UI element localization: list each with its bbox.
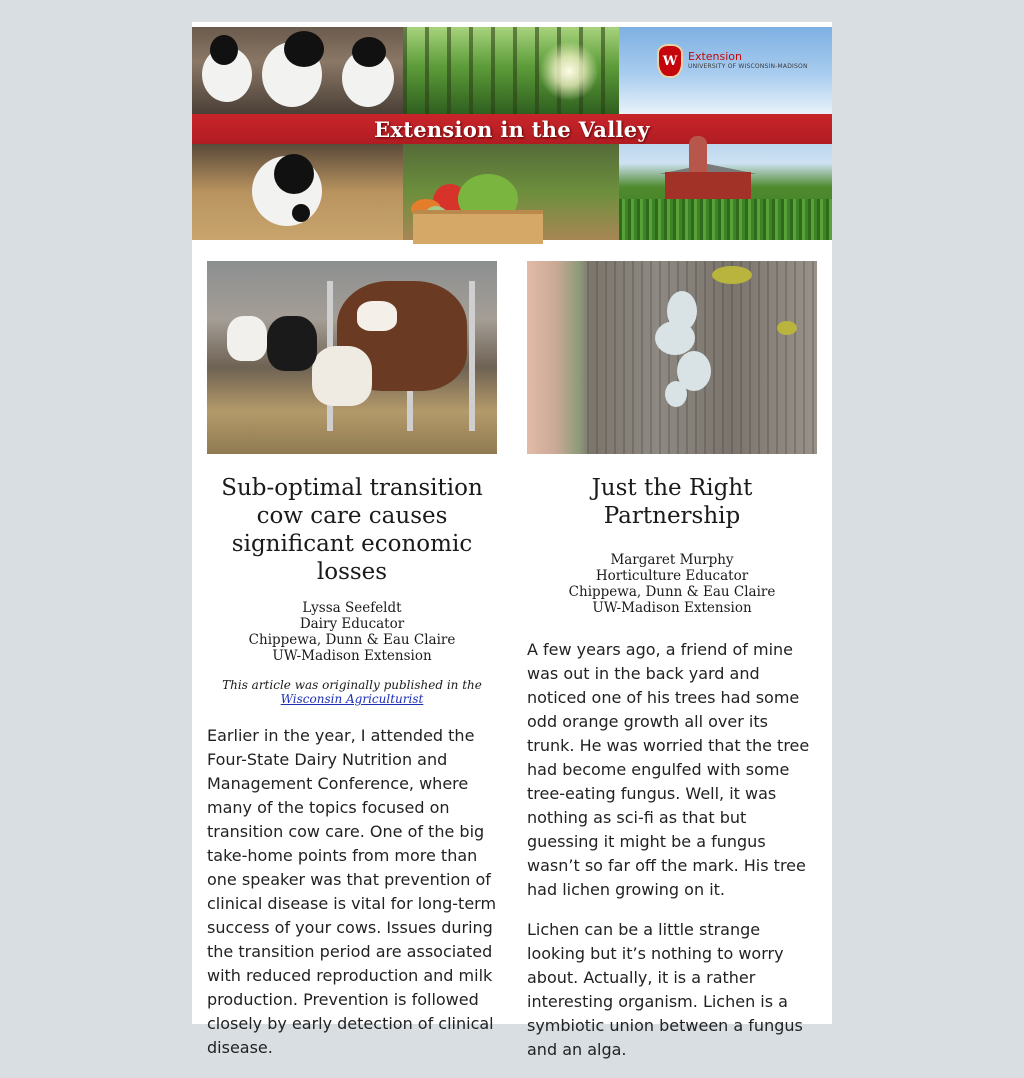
article-photo-dairy-cows[interactable] [207,261,497,454]
wisconsin-agriculturist-link[interactable]: Wisconsin Agriculturist [280,692,424,706]
article-paragraph: A few years ago, a friend of mine was out in the back yard and noticed one of his trees had some odd orange growth all over its trunk. He was worried that the tree had become engulfed with some tree-eating fungus. Well, it was nothing as sci-fi as that but guessing it might be a fungus wasn’t so far off the mark. His tree had lichen growing on it. [527,640,810,899]
article-column-left [207,261,497,1076]
author-name: Lyssa Seefeldt [302,600,402,616]
logo-subtitle: UNIVERSITY OF WISCONSIN-MADISON [688,63,808,70]
newsletter-page [192,22,832,1059]
article-photo-lichen-post[interactable] [527,261,817,454]
banner-photo-cow-feeding [192,144,403,240]
author-name: Margaret Murphy [610,552,734,568]
uw-crest-icon: W [657,44,683,78]
publication-note-text: This article was originally published in the [222,678,482,692]
banner-photo-cows [192,27,403,114]
logo-name: Extension [688,50,743,63]
article-body [207,724,497,1060]
author-org: UW-Madison Extension [592,600,752,616]
article-column-right [527,261,817,1078]
article-byline [207,600,497,664]
article-title[interactable]: Just the Right Partnership [591,475,753,529]
author-role: Dairy Educator [299,616,405,632]
banner-photo-farm [619,144,832,240]
banner-photo-forest [403,27,619,114]
banner-photo-vegetables [403,144,619,240]
author-counties: Chippewa, Dunn & Eau Claire [248,632,456,648]
banner-title-bar [192,114,832,144]
author-role: Horticulture Educator [595,568,749,584]
article-paragraph: Lichen can be a little strange looking but it’s nothing to worry about. Actually, it is a rather interesting organism. Lichen is a symbiotic union between a fungus and an alga. [527,920,803,1059]
publication-note [207,678,497,706]
author-counties: Chippewa, Dunn & Eau Claire [568,584,776,600]
article-byline [527,552,817,616]
header-banner [192,27,832,240]
author-org: UW-Madison Extension [272,648,432,664]
banner-photo-sky [619,27,832,114]
banner-title: Extension in the Valley [374,116,650,142]
extension-logo[interactable] [657,44,808,78]
article-title[interactable]: Sub-optimal transition cow care causes significant economic losses [221,475,483,585]
article-body [527,638,817,1062]
article-paragraph: Earlier in the year, I attended the Four-State Dairy Nutrition and Management Conference, where many of the topics focused on transition cow care. One of the big take-home points from more than one speaker was that prevention of clinical disease is vital for long-term success of your cows. Issues during the transition period are associated with reduced reproduction and milk production. Prevention is followed closely by early detection of clinical disease. [207,726,497,1057]
